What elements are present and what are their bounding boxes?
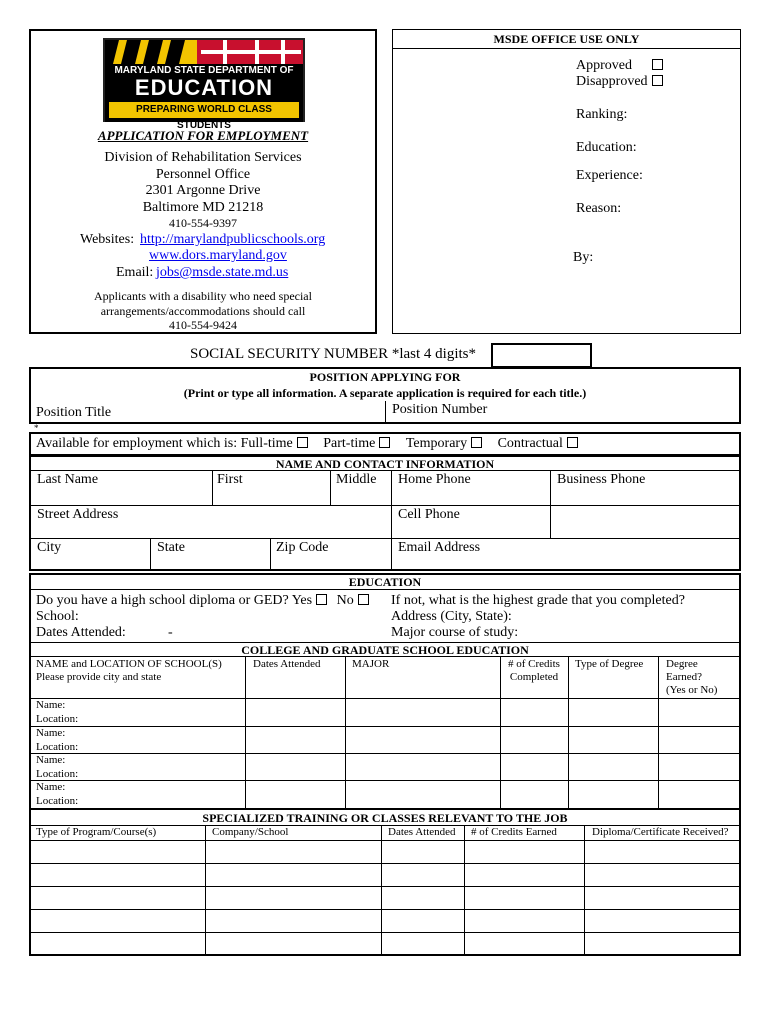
divider [391,470,392,571]
business-phone-field[interactable]: Business Phone [557,472,646,487]
divider [658,656,659,808]
location-label: Location: [36,767,79,780]
asterisk-note: * [34,423,39,433]
position-title-heading: POSITION APPLYING FOR [309,370,461,384]
state-field[interactable]: State [157,540,185,555]
location-label: Location: [36,794,79,807]
logo-line3: PREPARING WORLD CLASS STUDENTS [109,102,299,118]
highest-grade-field[interactable]: If not, what is the highest grade that you completed? [391,593,685,608]
divider [29,753,741,754]
website-link-1[interactable]: http://marylandpublicschools.org [140,232,326,247]
approved-checkbox[interactable] [652,59,663,70]
divider [464,825,465,955]
divider [345,656,346,808]
col-training-dates-header: Dates Attended [388,826,456,838]
col-earned-sub: Earned? [666,671,703,683]
home-phone-field[interactable]: Home Phone [398,472,471,487]
temporary-label: Temporary [405,436,468,451]
city-field[interactable]: City [37,540,62,555]
divider [550,470,551,538]
college-title: COLLEGE AND GRADUATE SCHOOL EDUCATION [241,643,529,657]
address-block [29,150,377,216]
email-link[interactable]: jobs@msde.state.md.us [156,265,289,280]
divider [392,48,741,49]
divider [29,726,741,727]
email-label: Email: [116,265,154,280]
divider [29,932,741,933]
divider [29,808,741,810]
divider [270,538,271,571]
part-time-checkbox[interactable] [379,437,390,448]
part-time-label: Part-time [323,436,376,451]
experience-label: Experience: [576,168,643,183]
divider [150,538,151,571]
school-entry-3[interactable] [36,754,78,781]
full-time-label: Available for employment which is: Full-time [36,436,293,451]
major-study-field[interactable]: Major course of study: [391,625,519,640]
col-diploma-header: Diploma/Certificate Received? [592,826,729,838]
diploma-no-checkbox[interactable] [358,594,369,605]
address-line: Baltimore MD 21218 [142,199,264,215]
name-label: Name: [36,781,66,793]
divider [29,538,741,539]
col-earned-label: Degree [666,658,698,670]
location-label: Location: [36,712,79,725]
address-line: Personnel Office [155,166,251,182]
contractual-label: Contractual [497,436,563,451]
divider [29,780,741,781]
email-address-field[interactable]: Email Address [398,540,481,555]
disapproved-option[interactable] [576,74,663,90]
divider [381,825,382,955]
name-label: Name: [36,727,66,739]
availability-row [36,436,578,452]
position-number-field[interactable]: Position Number [392,402,488,417]
name-label: Name: [36,699,66,711]
divider [29,505,741,506]
divider [205,825,206,955]
last-name-field[interactable]: Last Name [37,472,99,487]
diploma-yes-checkbox[interactable] [316,594,327,605]
office-use-title: MSDE OFFICE USE ONLY [493,32,640,46]
divider [584,825,585,955]
education-label: Education: [576,140,637,155]
diploma-no-label: No [336,593,354,608]
websites-label: Websites: [80,232,135,247]
temporary-checkbox[interactable] [471,437,482,448]
col-dates-header: Dates Attended [253,658,321,670]
position-instruction: (Print or type all information. A separate application is required for each title.) [183,386,587,400]
form-title: APPLICATION FOR EMPLOYMENT [97,128,309,143]
col-degree-type-header: Type of Degree [575,658,644,670]
col-school-sub: Please provide city and state [36,671,162,683]
school-field[interactable]: School: [36,609,79,624]
col-credits-label: # of Credits [508,658,560,670]
diploma-yes-label: Do you have a high school diploma or GED? Yes [36,593,313,608]
education-box [29,573,741,956]
office-phone: 410-554-9397 [169,216,237,230]
approved-label: Approved [576,58,632,73]
education-title: EDUCATION [348,575,422,589]
col-earned-sub2: (Yes or No) [666,684,718,696]
middle-name-field[interactable]: Middle [336,472,377,487]
school-entry-2[interactable] [36,727,78,754]
position-title-field[interactable]: Position Title [36,405,112,420]
name-label: Name: [36,754,66,766]
training-title: SPECIALIZED TRAINING OR CLASSES RELEVANT TO THE JOB [202,811,568,825]
divider [29,863,741,864]
col-major-header: MAJOR [352,658,390,670]
school-entry-1[interactable] [36,699,78,726]
divider [29,470,741,471]
logo-line2: EDUCATION [134,75,274,100]
disapproved-checkbox[interactable] [652,75,663,86]
divider [568,656,569,808]
col-credits-sub: Completed [509,671,559,683]
contact-title: NAME AND CONTACT INFORMATION [275,457,495,471]
school-entry-4[interactable] [36,781,78,808]
dates-dash: - [168,625,173,640]
first-name-field[interactable]: First [217,472,243,487]
divider [29,840,741,841]
col-school-label: NAME and LOCATION OF SCHOOL(S) [36,658,222,670]
ssn-input[interactable] [491,343,592,368]
address-line: Division of Rehabilitation Services [104,150,302,165]
divider [29,656,741,657]
office-use-box [392,29,741,334]
col-earned-header [666,658,717,697]
note-line: 410-554-9424 [169,318,237,332]
note-line: arrangements/accommodations should call [100,303,306,318]
school-address-field[interactable]: Address (City, State): [391,609,512,624]
col-company-header: Company/School [212,826,289,838]
website-link-2[interactable]: www.dors.maryland.gov [149,248,287,263]
msde-logo [103,38,305,131]
divider [29,589,741,590]
divider [29,698,741,699]
divider [212,470,213,505]
reason-label: Reason: [576,201,622,216]
ranking-label: Ranking: [576,107,628,122]
cell-phone-field[interactable]: Cell Phone [398,507,460,522]
maryland-flag-icon [105,40,303,64]
divider [29,909,741,910]
col-program-header: Type of Program/Course(s) [36,826,157,838]
zip-code-field[interactable]: Zip Code [276,540,329,555]
divider [245,656,246,808]
street-address-field[interactable]: Street Address [37,507,119,522]
contractual-checkbox[interactable] [567,437,578,448]
disability-note [29,289,377,333]
divider [29,886,741,887]
by-label: By: [573,250,594,265]
note-line: Applicants with a disability who need special [94,289,312,303]
divider [385,401,386,423]
col-training-credits-header: # of Credits Earned [471,826,557,838]
address-line: 2301 Argonne Drive [145,183,261,198]
location-label: Location: [36,740,79,753]
full-time-checkbox[interactable] [297,437,308,448]
col-credits-header [500,658,568,684]
logo-line1: MARYLAND STATE DEPARTMENT OF [114,65,294,76]
disapproved-label: Disapproved [576,74,648,89]
dates-attended-field[interactable]: Dates Attended: [36,625,126,640]
divider [330,470,331,505]
col-school-header [36,658,222,684]
ssn-label: SOCIAL SECURITY NUMBER *last 4 digits* [190,346,476,362]
diploma-question [36,593,369,609]
approved-option[interactable] [576,58,663,74]
